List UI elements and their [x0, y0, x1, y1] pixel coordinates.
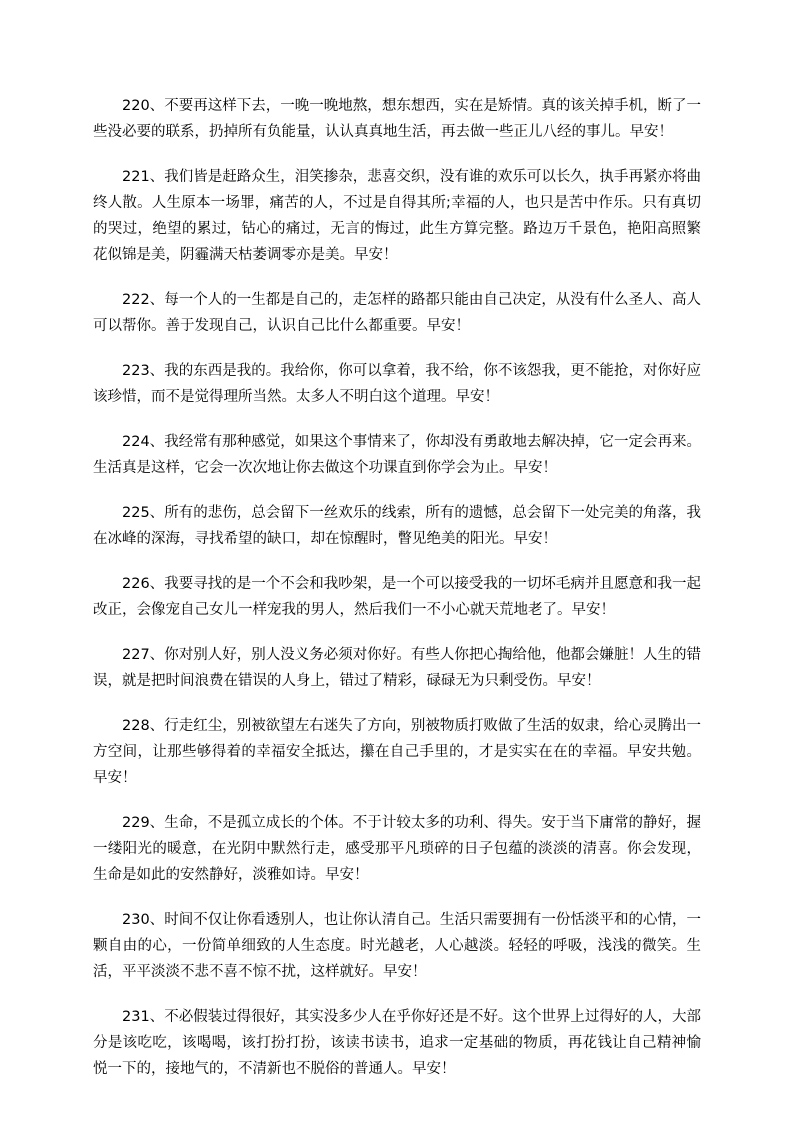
- paragraph-224: 224、我经常有那种感觉，如果这个事情来了，你却没有勇敢地去解决掉，它一定会再来。生活真是这样，它会一次次地让你去做这个功课直到你学会为止。早安！: [93, 434, 701, 476]
- paragraph-228: 228、行走红尘，别被欲望左右迷失了方向，别被物质打败做了生活的奴隶，给心灵腾出一方空间，让那些够得着的幸福安全抵达，攥在自己手里的，才是实实在在的幸福。早安共勉。早安！: [93, 718, 701, 786]
- paragraph-230: 230、时间不仅让你看透别人，也让你认清自己。生活只需要拥有一份恬淡平和的心情，一颗自由的心，一份简单细致的人生态度。时光越老，人心越淡。轻轻的呼吸，浅浅的微笑。生活，平平淡淡不悲不喜不惊不扰，这样就好。早安！: [93, 912, 701, 980]
- paragraph-225: 225、所有的悲伤，总会留下一丝欢乐的线索，所有的遗憾，总会留下一处完美的角落，我在冰峰的深海，寻找希望的缺口，却在惊醒时，瞥见绝美的阳光。早安！: [93, 505, 701, 547]
- paragraph-222: 222、每一个人的一生都是自己的，走怎样的路都只能由自己决定，从没有什么圣人、高人可以帮你。善于发现自己，认识自己比什么都重要。早安！: [93, 292, 701, 334]
- paragraph-221: 221、我们皆是赶路众生，泪笑掺杂，悲喜交织，没有谁的欢乐可以长久，执手再紧亦将曲终人散。人生原本一场罪，痛苦的人，不过是自得其所;幸福的人，也只是苦中作乐。只有真切的哭过，绝望的累过，钻心的痛过，无言的悔过，此生方算完整。路边万千景色，艳阳高照繁花似锦是美，阴霾满天枯萎调零亦是美。早安！: [93, 169, 701, 263]
- paragraph-220: 220、不要再这样下去，一晚一晚地熬，想东想西，实在是矫情。真的该关掉手机，断了一些没必要的联系，扔掉所有负能量，认认真真地生活，再去做一些正儿八经的事儿。早安！: [93, 98, 701, 140]
- paragraph-229: 229、生命，不是孤立成长的个体。不于计较太多的功利、得失。安于当下庸常的静好，握一缕阳光的暖意，在光阴中默然行走，感受那平凡琐碎的日子包蕴的淡淡的清喜。你会发现，生命是如此的安然静好，淡雅如诗。早安！: [93, 815, 701, 883]
- paragraph-227: 227、你对别人好，别人没义务必须对你好。有些人你把心掏给他，他都会嫌脏！人生的错误，就是把时间浪费在错误的人身上，错过了精彩，碌碌无为只剩受伤。早安！: [93, 647, 701, 689]
- paragraph-226: 226、我要寻找的是一个不会和我吵架，是一个可以接受我的一切坏毛病并且愿意和我一起改正，会像宠自己女儿一样宠我的男人，然后我们一不小心就天荒地老了。早安！: [93, 576, 701, 618]
- document-page: [93, 93, 701, 1101]
- paragraph-231: 231、不必假装过得很好，其实没多少人在乎你好还是不好。这个世界上过得好的人，大部分是该吃吃，该喝喝，该打扮打扮，该读书读书，追求一定基础的物质，再花钱让自己精神愉悦一下的，接地气的，不清新也不脱俗的普通人。早安！: [93, 1009, 701, 1077]
- paragraph-223: 223、我的东西是我的。我给你，你可以拿着，我不给，你不该怨我，更不能抢，对你好应该珍惜，而不是觉得理所当然。太多人不明白这个道理。早安！: [93, 363, 701, 405]
